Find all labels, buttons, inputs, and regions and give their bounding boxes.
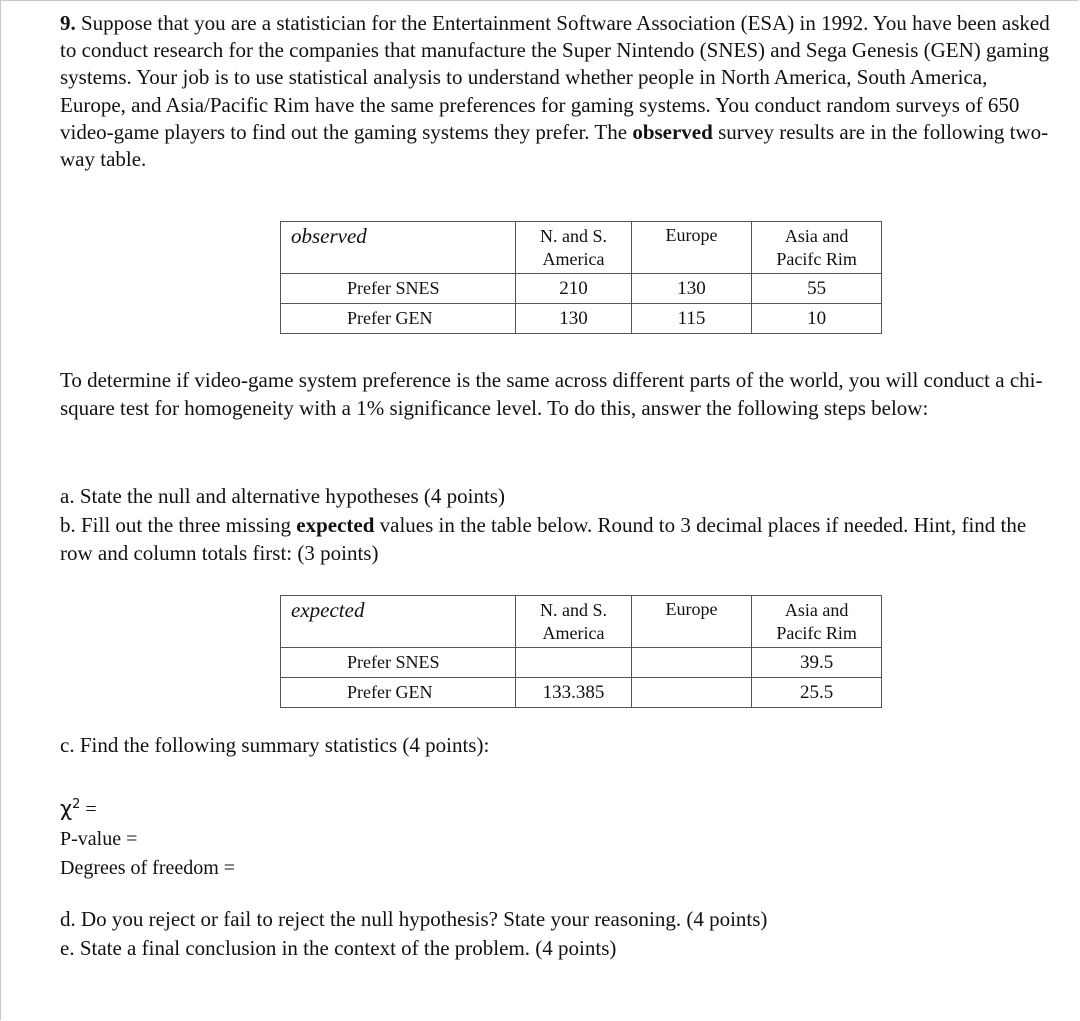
table-cell: 25.5 [752, 678, 882, 708]
parts-a-b [60, 482, 1050, 568]
question-intro [60, 10, 1050, 173]
part-e: e. State a final conclusion in the context of the problem. (4 points) [60, 936, 617, 960]
expected-col-americas [516, 596, 632, 648]
table-row [281, 304, 882, 334]
chi-superscript: 2 [72, 797, 81, 812]
table-cell: 130 [631, 274, 752, 304]
header-line: Pacifc Rim [776, 622, 857, 643]
blank-expected-cell[interactable] [631, 678, 752, 708]
expected-header-row [281, 596, 882, 648]
part-a: a. State the null and alternative hypotheses (4 points) [60, 484, 505, 508]
row-label: Prefer GEN [281, 678, 516, 708]
intro-bold-observed: observed [632, 119, 713, 144]
table-cell: 115 [631, 304, 752, 334]
header-line: Pacifc Rim [776, 248, 857, 269]
table-row [281, 274, 882, 304]
table-row [281, 648, 882, 678]
summary-statistics [60, 790, 235, 883]
header-line: N. and S. [539, 225, 607, 246]
expected-col-asia [752, 596, 882, 648]
blank-expected-cell[interactable] [516, 648, 632, 678]
table-row [281, 678, 882, 708]
degrees-of-freedom-line: Degrees of freedom = [60, 856, 236, 879]
observed-header-row [281, 222, 882, 274]
part-b [60, 511, 1050, 568]
intro-text-end: survey results are in the following two-way table. [60, 119, 1049, 172]
question-number: 9. [60, 11, 76, 35]
intro-text-start: Suppose that you are a statistician for the Entertainment Software Association (ESA) in 1992. You have been asked to conduct research for the companies that manufacture the Super Nintendo (SNES) and Sega Genesis (GEN) gaming systems. Your job is to use statistical analysis to understand whether people in North America, South America, Europe, and Asia/Pacific Rim have the same preferences for gaming systems. You conduct random surveys of 650 video-game players to find out the gaming systems they prefer. The [60, 11, 1050, 144]
part-b-text: b. Fill out the three missing [60, 512, 297, 537]
table-cell: 210 [516, 274, 632, 304]
observed-col-americas [516, 222, 632, 274]
observed-col-asia [752, 222, 882, 274]
observed-corner-label: observed [281, 222, 516, 274]
part-b-bold: expected [296, 512, 375, 537]
table-cell: 130 [516, 304, 632, 334]
chi-square-line [60, 790, 235, 825]
table-cell: 133.385 [516, 678, 632, 708]
blank-expected-cell[interactable] [631, 648, 752, 678]
row-label: Prefer GEN [281, 304, 516, 334]
parts-d-e [60, 905, 1050, 963]
expected-col-europe: Europe [631, 596, 752, 648]
expected-corner-label: expected [281, 596, 516, 648]
test-instructions: To determine if video-game system preference is the same across different parts of the world, you will conduct a chi-square test for homogeneity with a 1% significance level. To do this, answer the following steps below: [60, 368, 1043, 420]
header-line: America [542, 248, 605, 269]
p-value-line: P-value = [60, 827, 138, 850]
expected-table [280, 595, 882, 708]
part-b-text: values in the table below. Round to 3 decimal places if needed. Hint, find the row and column totals first: (3 points) [60, 512, 1027, 565]
header-line: Asia and [784, 225, 849, 246]
header-line: Asia and [784, 599, 849, 620]
table-cell: 10 [752, 304, 882, 334]
header-line: America [542, 622, 605, 643]
observed-col-europe: Europe [631, 222, 752, 274]
observed-table [280, 221, 882, 334]
part-c: c. Find the following summary statistics (4 points): [60, 733, 490, 757]
chi-equals: = [80, 798, 97, 821]
row-label: Prefer SNES [281, 648, 516, 678]
chi-symbol: χ [60, 796, 73, 821]
header-line: N. and S. [539, 599, 607, 620]
row-label: Prefer SNES [281, 274, 516, 304]
table-cell: 39.5 [752, 648, 882, 678]
table-cell: 55 [752, 274, 882, 304]
part-d: d. Do you reject or fail to reject the null hypothesis? State your reasoning. (4 points) [60, 907, 768, 931]
